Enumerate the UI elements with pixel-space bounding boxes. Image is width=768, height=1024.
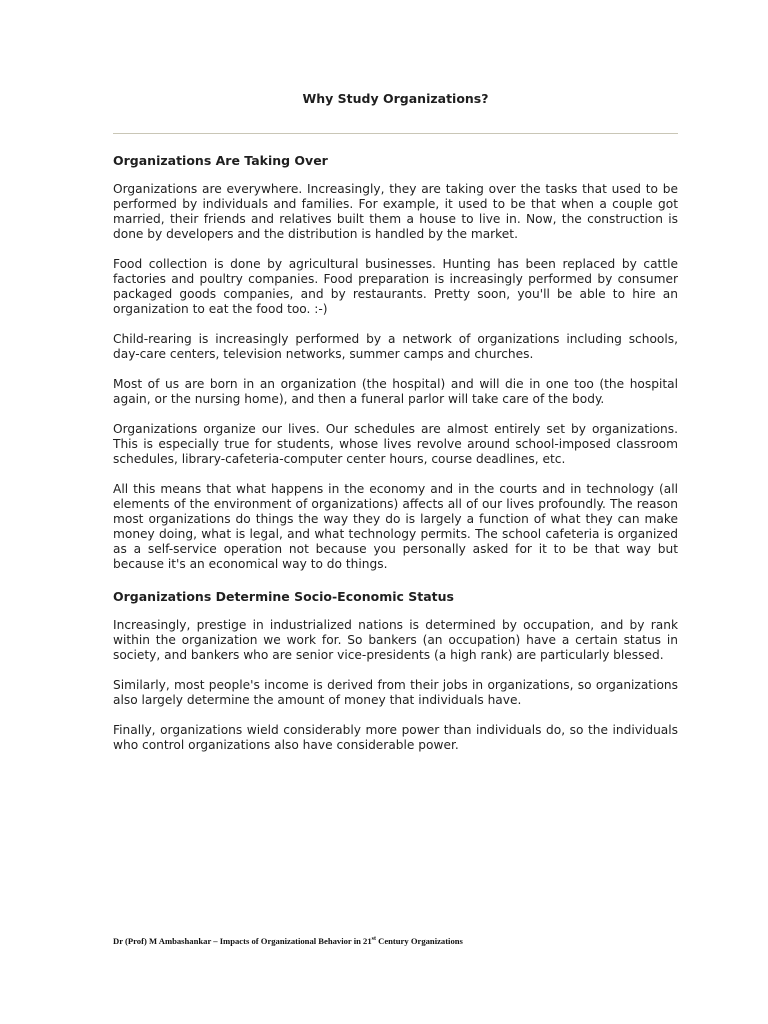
footer-superscript: st [371,936,376,943]
body-paragraph: Organizations are everywhere. Increasingly, they are taking over the tasks that used to be performed by individuals and families. For example, it used to be that when a couple got married, their friends and relatives built them a house to live in. Now, the construction is done by developers and the distribution is handled by the market. [113,182,678,241]
body-paragraph: Increasingly, prestige in industrialized nations is determined by occupation, and by rank within the organization we work for. So bankers (an occupation) have a certain status in society, and bankers who are senior vice-presidents (a high rank) are particularly blessed. [113,618,678,662]
body-paragraph: Finally, organizations wield considerably more power than individuals do, so the individuals who control organizations also have considerable power. [113,723,678,752]
section-heading: Organizations Determine Socio-Economic Status [113,589,454,604]
body-paragraph: Child-rearing is increasingly performed by a network of organizations including schools, day-care centers, television networks, summer camps and churches. [113,332,678,361]
section-socio-economic-status [113,589,678,753]
footer-text-before: Dr (Prof) M Ambashankar – Impacts of Organizational Behavior in 21 [113,936,372,946]
section-heading: Organizations Are Taking Over [113,153,328,168]
title-divider [113,133,678,134]
page-footer [113,936,678,946]
document-title: Why Study Organizations? [302,91,489,106]
body-paragraph: Similarly, most people's income is derived from their jobs in organizations, so organizations also largely determine the amount of money that individuals have. [113,678,678,707]
body-paragraph: Food collection is done by agricultural businesses. Hunting has been replaced by cattle factories and poultry companies. Food preparation is increasingly performed by consumer packaged goods companies, and by restaurants. Pretty soon, you'll be able to hire an organization to eat the food too. :-) [113,257,678,316]
body-paragraph: Organizations organize our lives. Our schedules are almost entirely set by organizations. This is especially true for students, whose lives revolve around school-imposed classroom schedules, library-cafeteria-computer center hours, course deadlines, etc. [113,422,678,466]
footer-text-after: Century Organizations [375,936,463,946]
section-organizations-taking-over [113,153,678,572]
body-paragraph: All this means that what happens in the economy and in the courts and in technology (all elements of the environment of organizations) affects all of our lives profoundly. The reason most organizations do things the way they do is largely a function of what they can make money doing, what is legal, and what technology permits. The school cafeteria is organized as a self-service operation not because you personally asked for it to be that way but because it's an economical way to do things. [113,482,678,571]
document-body [113,153,678,768]
body-paragraph: Most of us are born in an organization (the hospital) and will die in one too (the hospital again, or the nursing home), and then a funeral parlor will take care of the body. [113,377,678,406]
